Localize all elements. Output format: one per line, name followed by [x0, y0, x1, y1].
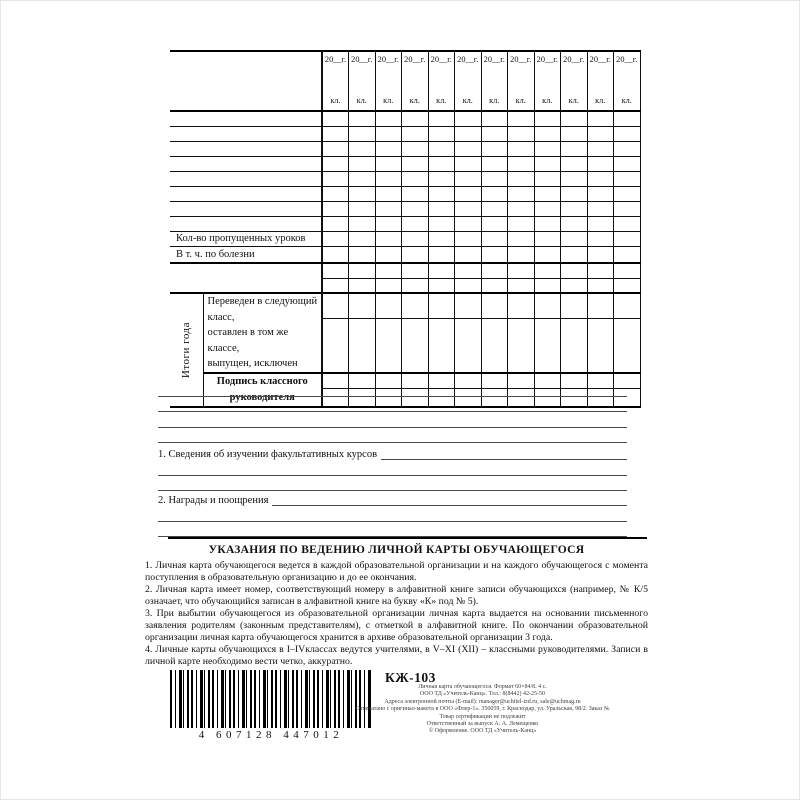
promotion-cell — [481, 319, 508, 373]
table-header-row — [170, 51, 640, 111]
imprint-line: Отпечатано с оригинал-макета в ООО «Флер-1». 350059, г. Краснодар, ул. Уральская, 98/2. Заказ № — [355, 706, 610, 713]
awards-row — [158, 491, 627, 506]
barcode-digits: 4 607128 447012 — [198, 729, 344, 741]
year-label: 20__г. — [510, 55, 532, 64]
blank-writing-line — [272, 491, 627, 506]
promotion-cell — [561, 319, 588, 373]
grade-cell — [375, 171, 402, 186]
grade-cell — [534, 156, 561, 171]
year-label: 20__г. — [589, 55, 611, 64]
grade-cell — [402, 141, 429, 156]
promotion-cell — [534, 293, 561, 319]
promotion-cell — [428, 293, 455, 319]
grade-cell — [481, 156, 508, 171]
filler-row — [170, 263, 640, 278]
year-header-cell — [455, 51, 482, 111]
year-label: 20__г. — [536, 55, 558, 64]
grade-cell — [455, 141, 482, 156]
year-label: 20__г. — [351, 55, 373, 64]
class-label: кл. — [436, 96, 447, 105]
grade-cell — [534, 111, 561, 126]
promotion-label-line: Переведен в следующий класс, — [207, 296, 318, 323]
class-label: кл. — [568, 96, 579, 105]
promotion-row — [170, 293, 640, 319]
year-header-cell — [402, 51, 429, 111]
imprint-line: Личная карта обучающегося. Формат 60×84/8. 4 с. — [418, 684, 547, 690]
year-header-cell — [587, 51, 614, 111]
grade-cell — [508, 156, 535, 171]
year-header-cell — [375, 51, 402, 111]
grade-cell — [428, 201, 455, 216]
grade-cell — [534, 201, 561, 216]
year-label: 20__г. — [430, 55, 452, 64]
year-header-content — [376, 52, 402, 110]
subject-name-cell — [170, 186, 322, 201]
promotion-cell — [587, 293, 614, 319]
grade-cell — [322, 126, 349, 141]
missed-lessons-cell — [561, 231, 588, 246]
filler-label-cell — [170, 278, 322, 293]
class-label: кл. — [462, 96, 473, 105]
grade-cell — [534, 263, 561, 278]
subject-row — [170, 111, 640, 126]
table-corner-cell — [170, 51, 322, 111]
grade-cell — [481, 171, 508, 186]
missed-lessons-cell — [322, 231, 349, 246]
grade-cell — [481, 216, 508, 231]
grade-cell — [428, 111, 455, 126]
grade-cell — [402, 171, 429, 186]
grade-cell — [614, 186, 641, 201]
grade-cell — [322, 156, 349, 171]
grade-cell — [375, 278, 402, 293]
subject-row — [170, 201, 640, 216]
grade-cell — [402, 186, 429, 201]
grade-cell — [349, 186, 376, 201]
instructions-title: УКАЗАНИЯ ПО ВЕДЕНИЮ ЛИЧНОЙ КАРТЫ ОБУЧАЮЩЕГОСЯ — [208, 544, 585, 556]
grade-cell — [322, 216, 349, 231]
promotion-cell — [402, 293, 429, 319]
due-illness-cell — [534, 246, 561, 263]
facultative-courses-row — [158, 443, 627, 460]
grade-cell — [534, 186, 561, 201]
grade-cell — [322, 111, 349, 126]
grade-cell — [561, 156, 588, 171]
section-divider-line — [168, 537, 647, 539]
grade-cell — [428, 171, 455, 186]
grade-cell — [481, 263, 508, 278]
subject-row — [170, 126, 640, 141]
missed-lessons-cell — [614, 231, 641, 246]
subject-name-cell — [170, 141, 322, 156]
awards-label: 2. Награды и поощрения — [158, 495, 269, 506]
year-header-content — [561, 52, 587, 110]
grade-cell — [428, 126, 455, 141]
grade-cell — [375, 141, 402, 156]
blank-writing-line — [381, 443, 627, 460]
promotion-cell — [322, 293, 349, 319]
grade-cell — [402, 156, 429, 171]
promotion-cell — [375, 293, 402, 319]
grade-cell — [614, 126, 641, 141]
due-illness-label-cell: В т. ч. по болезни — [170, 246, 322, 263]
blank-writing-line — [158, 476, 627, 492]
grade-cell — [561, 216, 588, 231]
grade-cell — [587, 111, 614, 126]
grade-cell — [428, 216, 455, 231]
grade-cell — [587, 216, 614, 231]
missed-lessons-cell — [402, 231, 429, 246]
promotion-cell — [587, 319, 614, 373]
grade-cell — [587, 141, 614, 156]
grade-cell — [455, 186, 482, 201]
promotion-cell — [322, 319, 349, 373]
blank-writing-line — [158, 522, 627, 538]
promotion-cell — [561, 293, 588, 319]
grades-table — [170, 50, 641, 408]
due-illness-cell — [375, 246, 402, 263]
grade-cell — [561, 201, 588, 216]
promotion-cell — [534, 319, 561, 373]
publisher-imprint — [335, 684, 630, 736]
class-label: кл. — [409, 96, 420, 105]
subject-name-cell — [170, 216, 322, 231]
year-label: 20__г. — [483, 55, 505, 64]
subject-name-cell — [170, 126, 322, 141]
grade-cell — [428, 263, 455, 278]
grade-cell — [561, 126, 588, 141]
class-label: кл. — [356, 96, 367, 105]
year-header-content — [482, 52, 508, 110]
grade-cell — [614, 141, 641, 156]
grade-cell — [455, 201, 482, 216]
grade-cell — [349, 111, 376, 126]
year-header-content — [508, 52, 534, 110]
missed-lessons-cell — [481, 231, 508, 246]
blank-writing-line — [158, 506, 627, 522]
promotion-cell — [349, 319, 376, 373]
year-header-cell — [534, 51, 561, 111]
grade-cell — [322, 263, 349, 278]
grade-cell — [349, 201, 376, 216]
grades-table-wrap — [170, 50, 641, 408]
class-label: кл. — [330, 96, 341, 105]
instruction-paragraph: 3. При выбытии обучающегося из образовательной организации личная карта выдается на основании письменного заявления родителям (законным представителям), с отметкой в алфавитной книге. По окончании образовательной организации личная карта обучающегося хранится в архиве образовательной организации 3 года. — [145, 608, 648, 643]
grade-cell — [402, 201, 429, 216]
due-illness-cell — [455, 246, 482, 263]
grade-cell — [614, 171, 641, 186]
imprint-line: Адреса электронной почты (E-mail): manager@uchitel-izd.ru, sale@uchmag.ru — [384, 698, 581, 705]
grade-cell — [402, 263, 429, 278]
year-label: 20__г. — [616, 55, 638, 64]
year-header-cell — [508, 51, 535, 111]
missed-lessons-cell — [508, 231, 535, 246]
year-header-content — [535, 52, 561, 110]
due-illness-cell — [349, 246, 376, 263]
grade-cell — [561, 186, 588, 201]
due-illness-cell — [428, 246, 455, 263]
promotion-label-cell — [203, 293, 322, 373]
grade-cell — [587, 126, 614, 141]
year-header-cell — [349, 51, 376, 111]
subject-name-cell — [170, 201, 322, 216]
promotion-cell — [349, 293, 376, 319]
grade-cell — [428, 278, 455, 293]
grade-cell — [508, 263, 535, 278]
grade-cell — [402, 278, 429, 293]
grade-cell — [428, 156, 455, 171]
grade-cell — [534, 171, 561, 186]
due-illness-row — [170, 246, 640, 263]
grade-cell — [349, 126, 376, 141]
filler-row — [170, 278, 640, 293]
grade-cell — [561, 263, 588, 278]
grade-cell — [481, 201, 508, 216]
due-illness-cell — [508, 246, 535, 263]
class-label: кл. — [621, 96, 632, 105]
grade-cell — [375, 111, 402, 126]
grade-cell — [428, 186, 455, 201]
subject-row — [170, 171, 640, 186]
year-label: 20__г. — [457, 55, 479, 64]
missed-lessons-row — [170, 231, 640, 246]
year-header-content — [614, 52, 640, 110]
grade-cell — [508, 186, 535, 201]
grade-cell — [534, 278, 561, 293]
missed-lessons-cell — [455, 231, 482, 246]
grade-cell — [534, 216, 561, 231]
grade-cell — [375, 201, 402, 216]
grade-cell — [322, 278, 349, 293]
grade-cell — [587, 201, 614, 216]
promotion-cell — [481, 293, 508, 319]
grade-cell — [614, 263, 641, 278]
grade-cell — [375, 216, 402, 231]
imprint-line: Ответственный за выпуск А. А. Лемещенко — [426, 721, 539, 728]
grade-cell — [349, 216, 376, 231]
subject-row — [170, 216, 640, 231]
grade-cell — [455, 126, 482, 141]
grade-cell — [455, 111, 482, 126]
grade-cell — [587, 263, 614, 278]
grade-cell — [587, 278, 614, 293]
grade-cell — [402, 126, 429, 141]
year-header-cell — [614, 51, 641, 111]
grade-cell — [614, 156, 641, 171]
year-header-cell — [322, 51, 349, 111]
instructions-section — [145, 544, 648, 668]
grade-cell — [375, 126, 402, 141]
grade-cell — [349, 171, 376, 186]
grade-cell — [508, 141, 535, 156]
class-label: кл. — [489, 96, 500, 105]
blank-writing-line — [158, 381, 627, 397]
grade-cell — [349, 156, 376, 171]
grade-cell — [455, 263, 482, 278]
grade-cell — [481, 186, 508, 201]
year-label: 20__г. — [324, 55, 347, 64]
grade-cell — [587, 171, 614, 186]
due-illness-cell — [402, 246, 429, 263]
grade-cell — [322, 171, 349, 186]
grade-cell — [322, 201, 349, 216]
year-header-content — [455, 52, 481, 110]
year-label: 20__г. — [404, 55, 426, 64]
promotion-cell — [508, 319, 535, 373]
due-illness-cell — [587, 246, 614, 263]
grade-cell — [455, 171, 482, 186]
missed-lessons-cell — [375, 231, 402, 246]
imprint-line: Товар сертификации не подлежит — [439, 713, 526, 720]
subject-row — [170, 141, 640, 156]
grade-cell — [587, 156, 614, 171]
blank-writing-line — [158, 460, 627, 476]
year-header-content — [429, 52, 455, 110]
due-illness-cell — [322, 246, 349, 263]
grade-cell — [561, 141, 588, 156]
missed-lessons-label-cell: Кол-во пропущенных уроков — [170, 231, 322, 246]
form-code: КЖ-103 — [385, 670, 436, 685]
grade-cell — [402, 216, 429, 231]
promotion-cell — [455, 319, 482, 373]
grade-cell — [375, 156, 402, 171]
grade-cell — [561, 171, 588, 186]
year-header-cell — [428, 51, 455, 111]
due-illness-cell — [561, 246, 588, 263]
promotion-label-line: выпущен, исключен — [207, 358, 298, 369]
year-label: 20__г. — [377, 55, 399, 64]
year-header-cell — [561, 51, 588, 111]
grade-cell — [614, 278, 641, 293]
instruction-paragraph: 1. Личная карта обучающегося ведется в каждой образовательной организации и на каждого обучающегося с момента поступления в образовательную организацию и до ее окончания. — [145, 560, 648, 583]
class-label: кл. — [383, 96, 394, 105]
year-header-content — [588, 52, 614, 110]
teacher-signature-line: руководителя — [229, 391, 295, 403]
grade-cell — [614, 111, 641, 126]
grade-cell — [561, 278, 588, 293]
promotion-cell — [614, 293, 641, 319]
teacher-signature-line: Подпись классного — [216, 375, 308, 387]
grade-cell — [375, 186, 402, 201]
grade-cell — [614, 201, 641, 216]
grade-cell — [349, 263, 376, 278]
blank-writing-line — [158, 428, 627, 444]
year-results-label: Итоги года — [180, 321, 193, 378]
due-illness-cell — [481, 246, 508, 263]
grade-cell — [481, 278, 508, 293]
imprint-line: © Оформление. ООО ТД «Учитель-Канц» — [428, 728, 537, 735]
grade-cell — [534, 126, 561, 141]
instruction-paragraph: 4. Личные карты обучающихся в I–IVклассах ведутся учителями, в V–XI (XII) – классными руководителями. Записи в личной карте необходимо вести четко, аккуратно. — [145, 644, 648, 667]
facultative-courses-label: 1. Сведения об изучении факультативных курсов — [158, 449, 378, 460]
missed-lessons-cell — [428, 231, 455, 246]
promotion-label-line: оставлен в том же классе, — [207, 327, 289, 354]
grade-cell — [349, 141, 376, 156]
due-illness-cell — [614, 246, 641, 263]
class-label: кл. — [515, 96, 526, 105]
imprint-line: ООО ТД «Учитель-Канц». Тел.: 8(8442) 42-25-50 — [419, 691, 546, 698]
grade-cell — [481, 141, 508, 156]
grade-cell — [508, 201, 535, 216]
writing-lines-section — [158, 381, 627, 537]
grade-cell — [508, 126, 535, 141]
year-label: 20__г. — [563, 55, 585, 64]
promotion-cell — [455, 293, 482, 319]
year-header-content — [323, 52, 348, 110]
promotion-cell — [402, 319, 429, 373]
missed-lessons-cell — [534, 231, 561, 246]
blank-writing-line — [158, 412, 627, 428]
year-header-content — [349, 52, 375, 110]
promotion-cell — [428, 319, 455, 373]
subject-name-cell — [170, 111, 322, 126]
grade-cell — [402, 111, 429, 126]
promotion-cell — [375, 319, 402, 373]
missed-lessons-cell — [349, 231, 376, 246]
grade-cell — [508, 111, 535, 126]
subject-row — [170, 156, 640, 171]
grade-cell — [428, 141, 455, 156]
grade-cell — [322, 186, 349, 201]
year-header-cell — [481, 51, 508, 111]
grade-cell — [561, 111, 588, 126]
class-label: кл. — [542, 96, 553, 105]
subject-name-cell — [170, 171, 322, 186]
grade-cell — [587, 186, 614, 201]
subject-name-cell — [170, 156, 322, 171]
promotion-cell — [614, 319, 641, 373]
grade-cell — [481, 126, 508, 141]
year-header-content — [402, 52, 428, 110]
class-label: кл. — [595, 96, 606, 105]
grade-cell — [322, 141, 349, 156]
grade-cell — [534, 141, 561, 156]
subject-row — [170, 186, 640, 201]
grade-cell — [455, 278, 482, 293]
grade-cell — [375, 263, 402, 278]
grade-cell — [349, 278, 376, 293]
grade-cell — [508, 171, 535, 186]
grade-cell — [508, 216, 535, 231]
grade-cell — [614, 216, 641, 231]
grade-cell — [481, 111, 508, 126]
grade-cell — [455, 156, 482, 171]
missed-lessons-cell — [587, 231, 614, 246]
grade-cell — [508, 278, 535, 293]
instruction-paragraph: 2. Личная карта имеет номер, соответствующий номеру в алфавитной книге записи обучающихся (например, № К/5 означает, что обучающийся записан в алфавитной книге на букву «К» под № 5). — [145, 584, 648, 607]
grade-cell — [455, 216, 482, 231]
promotion-cell — [508, 293, 535, 319]
blank-writing-line — [158, 397, 627, 413]
filler-label-cell — [170, 263, 322, 278]
